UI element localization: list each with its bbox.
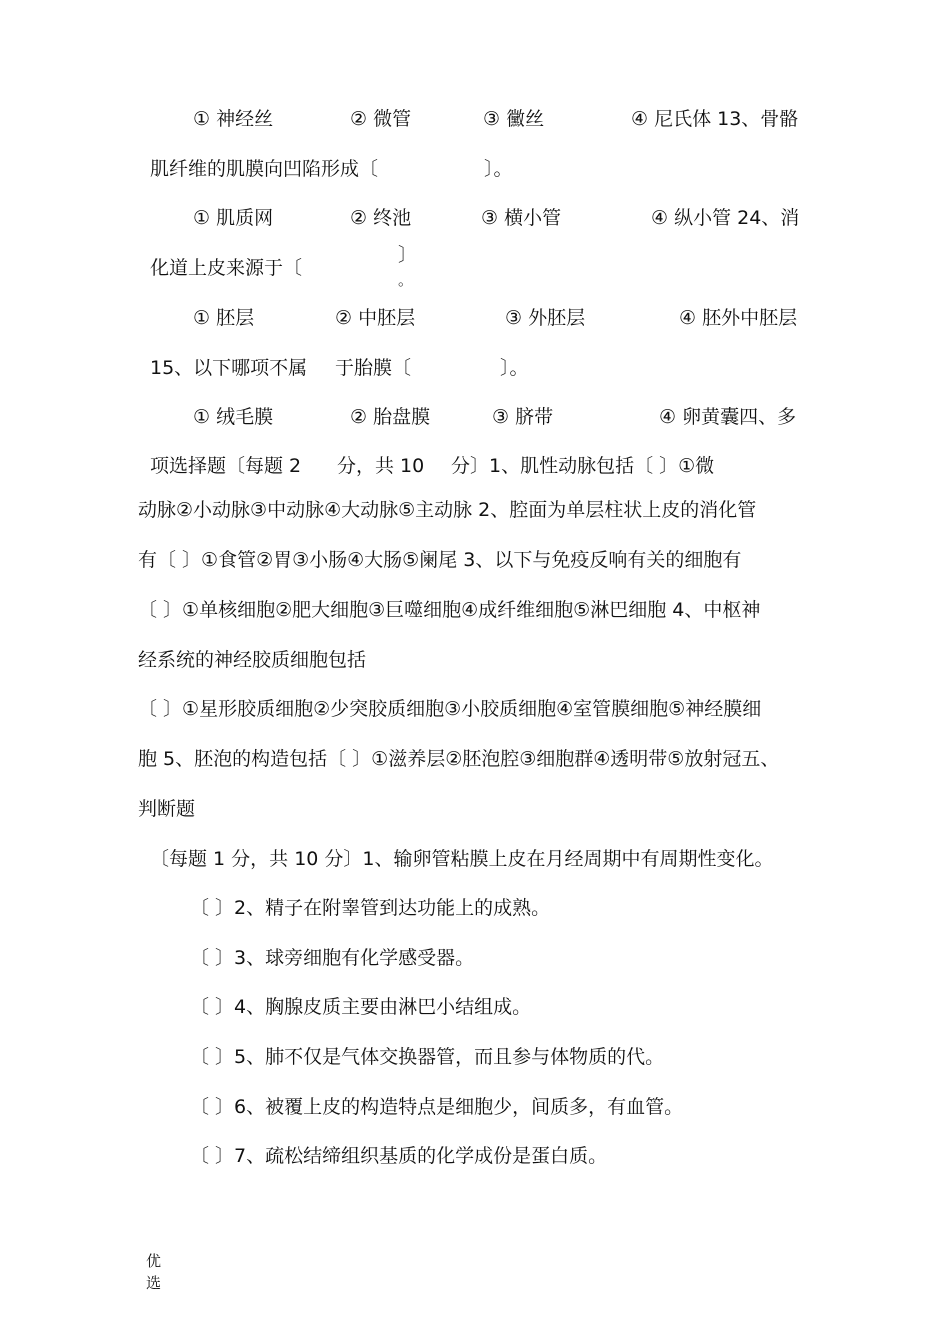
- option-2: ② 终池: [350, 207, 412, 229]
- question-stem: 15、以下哪项不属: [150, 357, 308, 379]
- section-heading: 项选择题〔每题 2: [150, 455, 302, 477]
- question-stem: 肌纤维的肌膜向凹陷形成〔: [150, 158, 379, 180]
- section-heading-score: 分，共 10: [337, 455, 425, 477]
- option-1: ① 神经丝: [193, 108, 274, 130]
- judgment-item: 〔 〕7、疏松结缔组织基质的化学成份是蛋白质。: [190, 1145, 608, 1167]
- option-2: ② 中胚层: [335, 307, 416, 329]
- judgment-item: 〔 〕6、被覆上皮的构造特点是细胞少，间质多，有血管。: [190, 1096, 684, 1118]
- option-4-with-next-question: ④ 尼氏体 13、骨骼: [631, 108, 799, 130]
- text-line: 动脉②小动脉③中动脉④大动脉⑤主动脉 2、腔面为单层柱状上皮的消化管: [138, 499, 757, 521]
- text-line: 判断题: [138, 798, 196, 820]
- text-line: 有〔 〕①食管②胃③小肠④大肠⑤阑尾 3、以下与免疫反响有关的细胞有: [138, 549, 742, 571]
- footer-label: 优选: [146, 1252, 162, 1292]
- option-3: ③ 横小管: [481, 207, 562, 229]
- option-2: ② 胎盘膜: [350, 406, 431, 428]
- answer-bracket-close: 〕: [398, 244, 418, 266]
- option-3: ③ 外胚层: [505, 307, 586, 329]
- option-1: ① 绒毛膜: [193, 406, 274, 428]
- option-4-with-section-heading: ④ 卵黄囊四、多: [659, 406, 797, 428]
- answer-bracket-close: 〕。: [500, 357, 529, 379]
- option-3: ③ 黴丝: [483, 108, 545, 130]
- option-4-with-next-question: ④ 纵小管 24、消: [651, 207, 800, 229]
- option-1: ① 胚层: [193, 307, 255, 329]
- option-2: ② 微管: [350, 108, 412, 130]
- option-1: ① 肌质网: [193, 207, 274, 229]
- text-line: 经系统的神经胶质细胞包括: [138, 649, 367, 671]
- judgment-item: 〔 〕4、胸腺皮质主要由淋巴小结组成。: [190, 996, 532, 1018]
- text-line: 〔 〕①单核细胞②肥大细胞③巨噬细胞④成纤维细胞⑤淋巴细胞 4、中枢神: [138, 599, 761, 621]
- text-line: 〔 〕①星形胶质细胞②少突胶质细胞③小胶质细胞④室管膜细胞⑤神经膜细: [138, 698, 762, 720]
- section-heading-question-1: 分〕1、肌性动脉包括〔 〕①微: [451, 455, 715, 477]
- option-4: ④ 胚外中胚层: [679, 307, 798, 329]
- text-line: 胞 5、胚泡的构造包括〔 〕①滋养层②胚泡腔③细胞群④透明带⑤放射冠五、: [138, 748, 780, 770]
- judgment-item: 〔 〕5、肺不仅是气体交换器管，而且参与体物质的代。: [190, 1046, 665, 1068]
- answer-period: 。: [398, 271, 414, 289]
- question-stem-cont: 于胎膜〔: [335, 357, 412, 379]
- answer-bracket-close: 〕。: [484, 158, 513, 180]
- judgment-item: 〔 〕3、球旁细胞有化学感受器。: [190, 947, 475, 969]
- option-3: ③ 脐带: [492, 406, 554, 428]
- question-stem: 化道上皮来源于〔: [150, 257, 303, 279]
- judgment-item: 〔 〕2、精子在附睾管到达功能上的成熟。: [190, 897, 551, 919]
- text-line: 〔每题 1 分，共 10 分〕1、输卵管粘膜上皮在月经周期中有周期性变化。: [150, 848, 774, 870]
